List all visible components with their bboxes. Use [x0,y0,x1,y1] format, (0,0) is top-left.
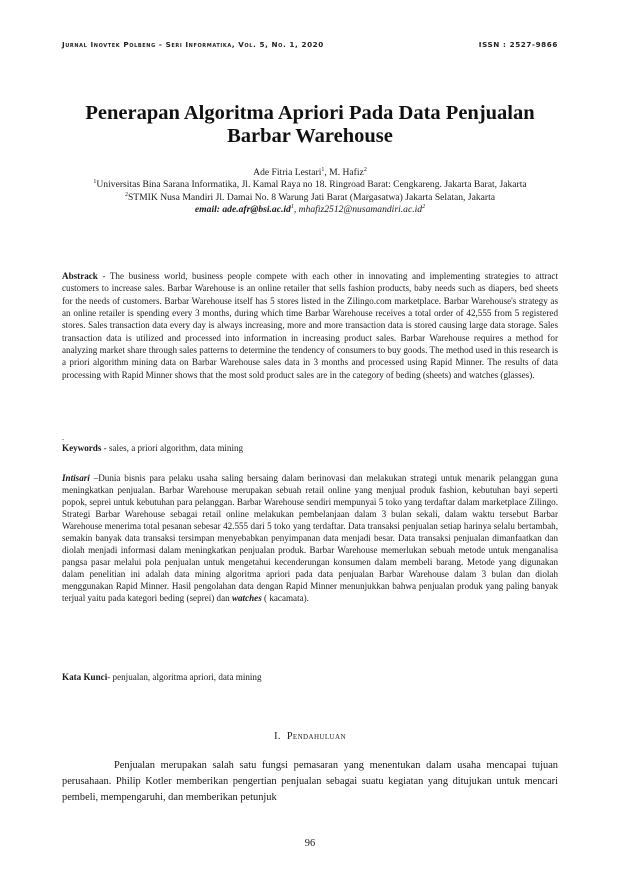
email-1-sup: 1 [290,204,294,211]
author-2-sup: 2 [363,166,367,173]
author-1: Ade Fitria Lestari [253,167,322,178]
abstract-text: - The business world, business people compete with each other in innovating and implementing strategies to attract customers to increase sales. Barbar Warehouse is an online retailer that sells fashion products, baby needs such as diapers, bed sheets for the needs of customers. Barbar Warehouse itself has 5 stores listed in the Zilingo.com marketplace. Barbar Warehouse's strategy as an online retailer is spending every 3 months, during which time Barbar Warehouse receives a total order of 42,555 from 5 registered stores. Sales transaction data every day is always increasing, more and more transaction data is stored causing large data storage. Sales transaction data is utilized and processed into information in increasing product sales. Barbar Warehouse requires a method for analyzing market share through sales patterns to determine the tendency of consumers to buy goods. The method used in this research is a priori algorithm mining data on Barbar Warehouse sales data in 3 months and processed using Rapid Minner. The results of data processing with Rapid Minner shows that the most sold product sales are in the category of beding (sheets) and watches (glasses). [62,271,558,380]
journal-name: Jurnal Inovtek Polbeng - Seri Informatika, Vol. 5, No. 1, 2020 [62,40,324,49]
affiliation-1 [62,179,558,191]
intisari-label: Intisari [62,473,90,483]
affiliation-1-sup: 1 [93,179,97,186]
page-number: 96 [304,838,316,849]
kata-kunci-label: Kata Kunci [62,672,108,682]
paper-title [60,102,560,148]
intisari-italic-word: watches [231,592,262,603]
author-names [62,167,558,179]
email-1: email: ade.afr@bsi.ac.id [194,204,291,216]
kata-kunci [62,672,558,682]
intisari [62,473,558,604]
keywords [62,443,558,453]
affiliation-2-sup: 2 [124,191,128,198]
abstract-trailing-dot: . [62,433,64,442]
author-2: , M. Hafiz [324,167,364,178]
affiliation-2-text: STMIK Nusa Mandiri Jl. Damai No. 8 Warung Jati Barat (Margasatwa) Jakarta Selatan, Jakarta [127,191,496,203]
issn: ISSN : 2527-9866 [478,40,558,49]
intisari-text: –Dunia bisnis para pelaku usaha saling bersaing dalam berinovasi dan melakukan strategi untuk menarik pelanggan guna meningkatkan penjualan. Barbar Warehouse merupakan sebuah retail online yang menjual produk fashion, kebutuhan bayi seperti popok, seprei untuk kebutuhan para pelanggan. Barbar Warehouse sendiri mempunyai 5 toko yang terdaftar dalam marketplace Zilingo. Strategi Barbar Warehouse sebagai retail online melakukan pembelanjaan dalam 3 bulan sekali, dalam waktu tersebut Barbar Warehouse menerima total pesanan sebesar 42.555 dari 5 toko yang terdaftar. Data transaksi penjualan setiap harinya selalu bertambah, semakin banyak data transaksi tersimpan menyebabkan penyimpanan data menjadi besar. Data transaksi penjualan dimanfaatkan dan diolah menjadi informasi dalam meningkatkan penjualan produk. Barbar Warehouse memerlukan sebuah metode untuk menganalisa pangsa pasar melalui pola penjualan untuk mengetahui kecenderungan konsumen dalam membeli barang. Metode yang digunakan dalam penelitian ini adalah data mining algoritma apriori pada data penjualan Barbar Warehouse dalam 3 bulan dan diolah menggunakan Rapid Minner. Hasil pengolahan data dengan Rapid Minner menunjukkan bahwa penjualan produk yang paling banyak terjual yaitu pada kategori beding (seprei) dan [62,473,558,603]
email-2: , mhafiz2512@nusamandiri.ac.id [293,204,423,216]
affiliation-1-text: Universitas Bina Sarana Informatika, Jl. Kamal Raya no 18. Ringroad Barat: Cengkareng. Jakarta Barat, Jakarta [96,179,527,191]
abstract-label: Abstrack [62,271,98,281]
section-number: I. [274,731,281,742]
running-header [62,40,558,52]
keywords-label: Keywords [62,443,102,453]
author-1-sup: 1 [321,166,325,173]
kata-kunci-text: - penjualan, algoritma apriori, data mining [107,672,262,682]
email-2-sup: 2 [422,204,426,211]
body-paragraph: Penjualan merupakan salah satu fungsi pemasaran yang menentukan dalam usaha mencapai tujuan perusahaan. Philip Kotler memberikan pengertian penjualan sebagai suatu kegiatan yang ditujukan untuk mencari pembeli, mempengaruhi, dan memberikan petunjuk [62,760,558,803]
intisari-text-end: ( kacamata). [261,592,309,603]
keywords-text: - sales, a priori algorithm, data mining [101,443,244,453]
affiliation-2 [62,192,558,204]
abstract [62,270,558,381]
section-heading [0,731,620,742]
author-emails [62,204,558,216]
title-line-1: Penerapan Algoritma Apriori Pada Data Penjualan [85,102,535,124]
author-block [62,167,558,217]
title-line-2: Barbar Warehouse [227,125,393,147]
section-title: Pendahuluan [286,731,346,742]
